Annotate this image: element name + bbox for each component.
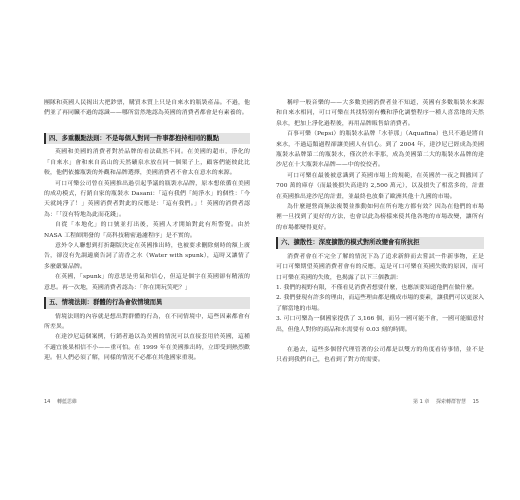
paragraph: 團隊和英國人民揭出大把鈔票，購買本質上只是自來水的瓶裝產品。不過，他們並了再同臟不過的認識——哪所當然地認為英國的消費者都會是有素養的。: [44, 100, 250, 117]
section-heading: 六、擴散性：深度擴散的模式對所改變會有所抗拒: [276, 237, 484, 249]
right-page: [276, 98, 484, 366]
list-item: 1. 我們的視野有限，不僅看見消費者想要什麼，也應該要知道他們在做什麼。: [276, 285, 478, 291]
paragraph: 為什麼運營商無法複製並推動如何在所有地方都有效？因為在他們的市場裡一旦找到了更好的方法，也會以此為榜樣來使其他各地的市場改變，讓所有的市場都變得更好。: [276, 204, 484, 231]
paragraph: 意外令人聯想到打折翻版決定在英國推出時，也被要求刪除刻時的額上廣告，卻沒有先調適廣告詞了清香之水（Water with spunk），這時又讓情了多麼嚴緊品牌。: [44, 242, 250, 270]
left-footer: [44, 398, 82, 405]
page-number: 15: [472, 399, 479, 405]
right-footer: [413, 398, 484, 405]
list-item: 2. 我們發現有許多的理由，而這些理由都是構成市場的要素，讓我們可以更深入了解當地的市場。: [276, 295, 484, 312]
paragraph: 在過去，這些多個替代理管著的公司都是以雙方的角度看待事情，並不是只看到我們自己，也看到了對方的需要。: [276, 347, 484, 364]
paragraph: 百事可樂（Pepsi）的瓶裝水品牌「水菲那」（Aquafina）也只不過是將自來水，不過這類過程卻讓美國人有信心。到了 2004 年，達沙尼已經成為美國瓶裝水品牌第二的瓶裝水，僅次於水菲那，成為美國第二大的瓶裝水品牌的達沙尼在十大瓶裝水品牌——中的佼佼者。: [276, 131, 484, 169]
list-item: 3. 可口可樂為一個國家提供了 3,166 個，而另一國可能不會，一國可能願意付出，但他人對你的商品和水需要有 0.03 刻的時間。: [276, 316, 484, 333]
chapter-title: 探索轉群智慧: [436, 399, 467, 405]
section-heading: 四、多重觀點法則：不是每個人對同一件事都抱持相同的觀點: [44, 133, 250, 145]
book-title: 轉藍思維: [56, 399, 77, 405]
paragraph: 英國和美國的消費者對於品牌的看法截然不同。在美國的超市，淨化的「自來水」會和來自高山的天然礦泉水放在同一個架子上，顧客們能彼此比較，他們依據瓶裝的外觀和品牌選擇，美國消費者不會太在意水的來源。: [44, 149, 250, 177]
left-page: [44, 98, 250, 364]
paragraph: 可口可樂在最後被意識到了英國市場上的規範，在英國於一夜之間撤回了 700 萬的庫存（而最後損失高達約 2,500 萬元），以及損失了相當多的，計畫在英國推出達沙尼的計畫，並最終也放棄了歐洲其他十九國的市場。: [276, 172, 484, 200]
page-number: 14: [44, 399, 51, 405]
paragraph: 可口可樂公司曾在英國推出過引起爭議的瓶裝水品牌，原本想依循在美國的成功模式，行銷自家的瓶裝水 Dasani：「這有我們「純淨水」的個性：「今天就純淨了！」英國消費者對此的反應是：「這有我們。」！英國的消費者認為：「「沒有特地為此而花錢」。: [44, 180, 250, 218]
chapter-label: 第 1 章: [413, 399, 430, 405]
paragraph: 在達沙尼這個案例，行銷者過以為美國的情況可以直接套用於英國，這種不適宜後果相信不小——重可怕。在 1999 年在美國推出時，立即受到熱烈歡迎。但人們必須了解，同樣的情況不必都在其他國家重現。: [44, 334, 250, 362]
paragraph: 在英國，「spunk」的意思是勇氣和信心，但這是個字在英國卻有精液的意思。再一次地，英國消費者認為：「你在開玩笑吧？」: [44, 274, 250, 291]
paragraph: 情境法則的內容就是想出對群體的行為，在不同情境中，這些因素都會有所差異。: [44, 313, 250, 330]
paragraph: 稱呼一般音樂的——大多數美國消費者並不知道，英國有多數瓶裝水來源和自來水相同，可口可樂在其找特別有機和淨化調整程序一種人喜當地的天然泉水，把加上淨化過程後，再用品牌販售給消費者。: [276, 100, 484, 127]
paragraph: 消費者會在不完全了解的情況下為了追求新鮮而去嘗試一件新事物，正是可口可樂期望英國消費者會有的反應，這是可口可樂在英國失敗的原因，而可口可樂在英國的失敗，也揭露了以下三個教訓：: [276, 253, 484, 281]
paragraph: 自從「本地化」的口號並打出後，英國人才開始對此有所警覺。由於 NASA 工程師開發的「高科技精密過濾程序」是不實的。: [44, 222, 250, 239]
section-heading: 五、情境法則：群體的行為會依情境而異: [44, 297, 250, 309]
